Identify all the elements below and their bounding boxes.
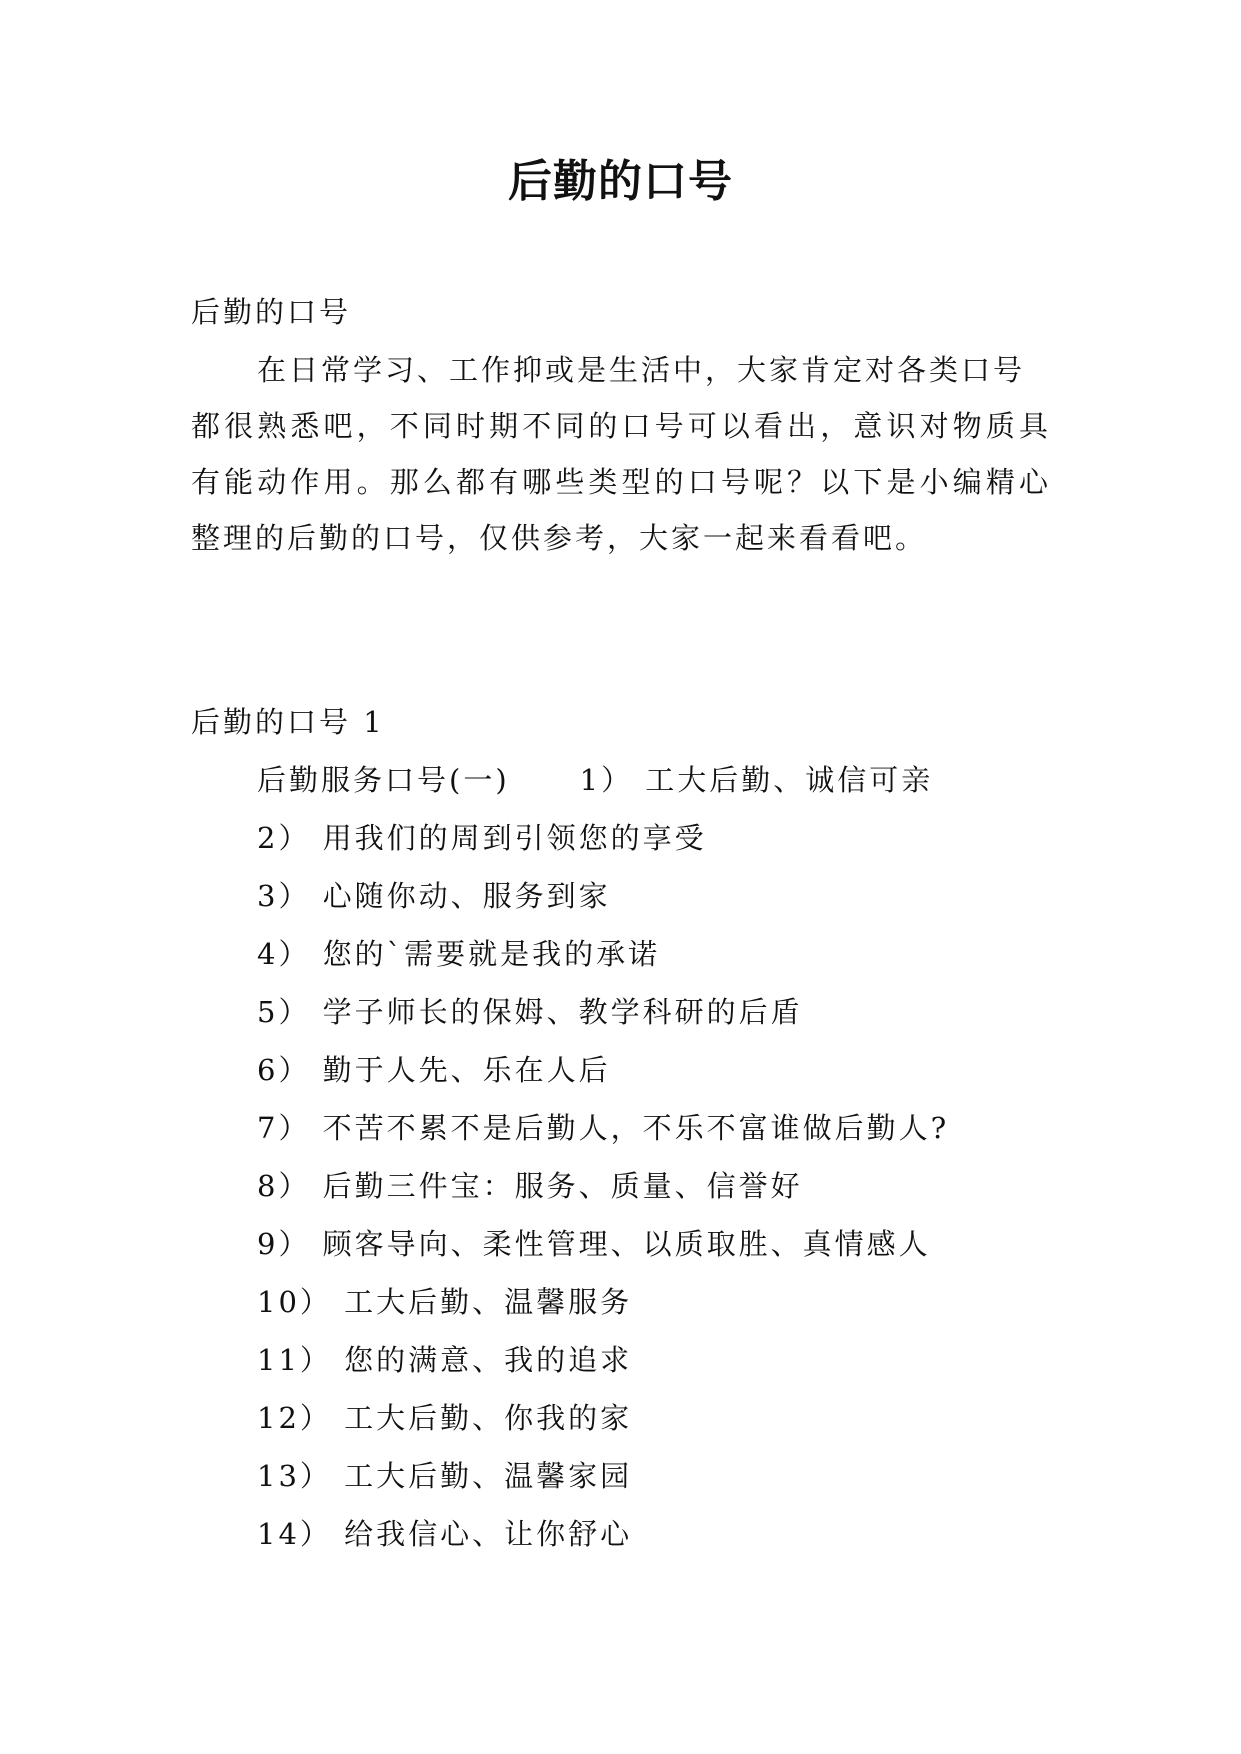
intro-paragraph-line: 整理的后勤的口号，仅供参考，大家一起来看看吧。: [191, 521, 928, 555]
list-item: 4） 您的`需要就是我的承诺: [257, 937, 661, 971]
document-title: 后勤的口号: [508, 156, 733, 207]
subsection-label: 后勤服务口号(一): [257, 763, 510, 797]
list-item: 9） 顾客导向、柔性管理、以质取胜、真情感人: [257, 1227, 931, 1261]
intro-heading: 后勤的口号: [191, 295, 352, 329]
list-item: 1） 工大后勤、诚信可亲: [579, 763, 934, 797]
list-item: 7） 不苦不累不是后勤人，不乐不富谁做后勤人?: [257, 1111, 950, 1145]
list-item: 13） 工大后勤、温馨家园: [257, 1459, 633, 1493]
list-item: 12） 工大后勤、你我的家: [257, 1401, 633, 1435]
list-item: 11） 您的满意、我的追求: [257, 1343, 633, 1377]
subsection-row: [257, 760, 933, 800]
list-item: 14） 给我信心、让你舒心: [257, 1517, 633, 1551]
intro-paragraph-line: 都很熟悉吧，不同时期不同的口号可以看出，意识对物质具: [191, 409, 1051, 443]
list-item: 3） 心随你动、服务到家: [257, 879, 611, 913]
list-item: 10） 工大后勤、温馨服务: [257, 1285, 633, 1319]
list-item: 5） 学子师长的保姆、教学科研的后盾: [257, 995, 803, 1029]
list-item: 6） 勤于人先、乐在人后: [257, 1053, 611, 1087]
intro-paragraph-line: 在日常学习、工作抑或是生活中，大家肯定对各类口号: [257, 353, 1026, 387]
list-item: 8） 后勤三件宝：服务、质量、信誉好: [257, 1169, 803, 1203]
list-item: 2） 用我们的周到引领您的享受: [257, 821, 707, 855]
intro-paragraph-line: 有能动作用。那么都有哪些类型的口号呢？以下是小编精心: [191, 465, 1051, 499]
section-heading: 后勤的口号 1: [191, 705, 385, 739]
